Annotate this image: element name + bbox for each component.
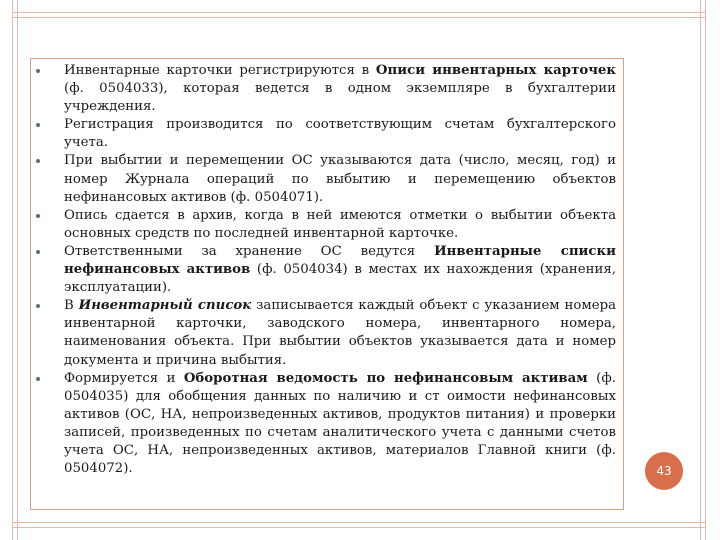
bullet-emphasis: Описи инвентарных карточек xyxy=(375,63,616,78)
frame-bottom-band xyxy=(12,522,706,528)
bullet-emphasis: Инвентарные списки нефинансовых активов xyxy=(64,243,616,278)
bullet-text: (ф. 0504033), которая ведется в одном экземпляре в бухгалтерии учреждения. xyxy=(64,81,616,115)
page-number: 43 xyxy=(656,464,672,478)
bullet-item xyxy=(30,116,616,152)
bullet-text: записывается каждый объект с указанием номера инвентарной карточки, заводского номера, инвентарного номера, наименования объекта. При выбытии объектов указывается дата и номер документа и причина выбытия. xyxy=(64,298,617,368)
bullet-dot-icon xyxy=(36,377,40,381)
bullet-item xyxy=(30,297,616,369)
bullet-dot-icon xyxy=(36,123,40,127)
bullet-item xyxy=(30,207,616,243)
bullet-dot-icon xyxy=(36,304,40,308)
page-number-badge xyxy=(645,452,683,490)
bullet-text: В xyxy=(64,298,79,314)
bullet-item xyxy=(30,243,616,297)
bullet-text: (ф. 0504035) для обобщения данных по наличию и ст оимости нефинансовых активов (ОС, НА, непроизведенных активов, продуктов питания) и проверки записей, произведенных по счетам аналитического учета с данными счетов учета ОС, НА, непроизведенных активов, материалов Главной книги (ф. 0504072). xyxy=(64,370,616,477)
bullet-text: Формируется и xyxy=(64,370,184,386)
frame-right-band xyxy=(700,0,706,540)
bullet-dot-icon xyxy=(36,69,40,73)
bullet-emphasis: Оборотная ведомость по нефинансовым активам xyxy=(183,370,588,386)
bullet-text: Инвентарные карточки регистрируются в xyxy=(64,63,376,78)
bullet-text: Опись сдается в архив, когда в ней имеются отметки о выбытии объекта основных средств по последней инвентарной карточке. xyxy=(64,207,616,241)
bullet-list xyxy=(30,62,616,478)
bullet-dot-icon xyxy=(36,159,40,163)
bullet-item xyxy=(30,62,616,116)
frame-top-band xyxy=(12,12,706,18)
frame-left-band xyxy=(12,0,18,540)
bullet-emphasis: Инвентарный список xyxy=(78,298,252,314)
bullet-dot-icon xyxy=(36,214,40,218)
bullet-dot-icon xyxy=(36,250,40,254)
bullet-text: Ответственными за хранение ОС ведутся xyxy=(64,243,435,259)
bullet-text: При выбытии и перемещении ОС указываются дата (число, месяц, год) и номер Журнала операций по выбытию и перемещению объектов нефинансовых активов (ф. 0504071). xyxy=(64,153,616,205)
bullet-item xyxy=(30,370,616,479)
bullet-item xyxy=(30,152,616,206)
bullet-text: Регистрация производится по соответствующим счетам бухгалтерского учета. xyxy=(64,117,616,151)
bullet-text: (ф. 0504034) в местах их нахождения (хранения, эксплуатации). xyxy=(64,262,616,296)
